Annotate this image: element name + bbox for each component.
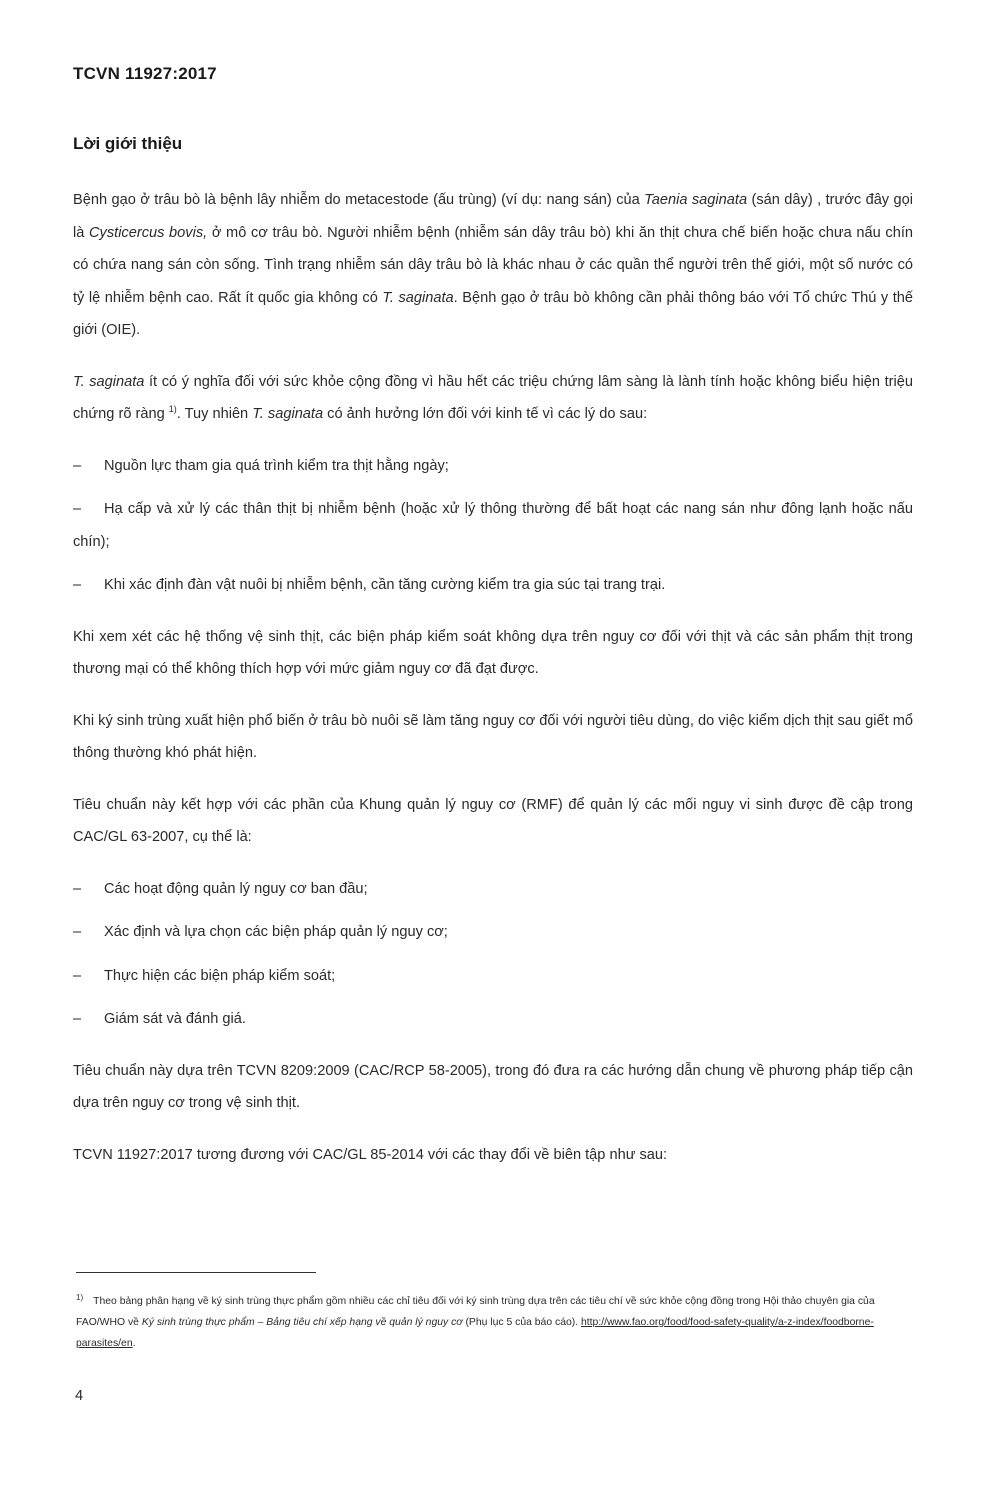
- list-item: – Các hoạt động quản lý nguy cơ ban đầu;: [73, 873, 913, 906]
- dash-bullet: –: [73, 967, 82, 984]
- species-name: Taenia saginata: [644, 192, 748, 208]
- section-title: Lời giới thiệu: [73, 134, 183, 153]
- species-name: T. saginata: [252, 406, 324, 422]
- paragraph-1: Bệnh gạo ở trâu bò là bệnh lây nhiễm do metacestode (ấu trùng) (ví dụ: nang sán) của Taenia saginata (sán dây) , trước đây gọi là Cysticercus bovis, ở mô cơ trâu bò. Người nhiễm bệnh (nhiễm sán dây trâu bò) khi ăn thịt chưa chế biến hoặc chưa nấu chín có chứa nang sán còn sống. Tình trạng nhiễm sán dây trâu bò là khác nhau ở các quần thể người trên thế giới, một số nước có tỷ lệ nhiễm bệnh cao. Rất ít quốc gia không có T. saginata. Bệnh gạo ở trâu bò không cần phải thông báo với Tổ chức Thú y thế giới (OIE).: [73, 192, 914, 338]
- dash-bullet: –: [73, 924, 82, 940]
- paragraph-2: T. saginata ít có ý nghĩa đối với sức khỏe cộng đồng vì hầu hết các triệu chứng lâm sàng là lành tính hoặc không biểu hiện triệu chứng rõ ràng $^{1)}$. Tuy nhiên T. saginata có ảnh hưởng lớn đối với kinh tế vì các lý do sau:: [73, 373, 913, 422]
- paragraph-6: Tiêu chuẩn này dựa trên TCVN 8209:2009 (CAC/RCP 58-2005), trong đó đưa ra các hướng dẫn chung về phương pháp tiếp cận dựa trên nguy cơ trong vệ sinh thịt.: [73, 1062, 913, 1111]
- footnote-reference: 1): [168, 404, 177, 415]
- species-name: Cysticercus bovis,: [89, 224, 208, 241]
- dash-bullet: –: [73, 577, 82, 593]
- body-text: [73, 184, 913, 1190]
- species-name: T. saginata: [73, 373, 145, 390]
- list-item: – Thực hiện các biện pháp kiểm soát;: [73, 960, 913, 993]
- dash-bullet: –: [73, 1011, 82, 1027]
- footnote-mark: 1): [76, 1292, 84, 1302]
- list-item: – Giám sát và đánh giá.: [73, 1003, 913, 1036]
- page-number: 4: [75, 1388, 84, 1404]
- paragraph-4: Khi ký sinh trùng xuất hiện phổ biến ở trâu bò nuôi sẽ làm tăng nguy cơ đối với người tiêu dùng, do việc kiểm dịch thịt sau giết mổ thông thường khó phát hiện.: [73, 712, 913, 761]
- paragraph-5: Tiêu chuẩn này kết hợp với các phần của Khung quản lý nguy cơ (RMF) để quản lý các mối nguy vi sinh được đề cập trong CAC/GL 63-2007, cụ thể là:: [73, 796, 913, 845]
- list-item: – Nguồn lực tham gia quá trình kiểm tra thịt hằng ngày;: [73, 450, 913, 483]
- footnote-separator: [76, 1272, 316, 1273]
- species-name: T. saginata: [382, 289, 454, 306]
- dash-bullet: –: [73, 501, 82, 517]
- footnote-link[interactable]: http://www.fao.org/food/food-safety-quality/a-z-index/foodborne-parasites/en: [76, 1317, 874, 1349]
- list-item: – Khi xác định đàn vật nuôi bị nhiễm bệnh, cần tăng cường kiểm tra gia súc tại trang trại.: [73, 569, 913, 602]
- document-code: TCVN 11927:2017: [73, 64, 217, 83]
- paragraph-3: Khi xem xét các hệ thống vệ sinh thịt, các biện pháp kiểm soát không dựa trên nguy cơ đối với thịt và các sản phẩm thịt trong thương mại có thể không thích hợp với mức giảm nguy cơ đã đạt được.: [73, 628, 913, 677]
- list-item: – Hạ cấp và xử lý các thân thịt bị nhiễm bệnh (hoặc xử lý thông thường để bất hoạt các nang sán như đông lạnh hoặc nấu chín);: [73, 493, 913, 558]
- list-item: – Xác định và lựa chọn các biện pháp quản lý nguy cơ;: [73, 916, 913, 949]
- paragraph-7: TCVN 11927:2017 tương đương với CAC/GL 85-2014 với các thay đổi về biên tập như sau:: [73, 1146, 668, 1163]
- dash-bullet: –: [73, 457, 82, 474]
- footnote: $^{1)}$ Theo bảng phân hạng về ký sinh trùng thực phẩm gồm nhiều các chỉ tiêu đối với ký sinh trùng dựa trên các tiêu chí về sức khỏe cộng đồng trong Hội thảo chuyên gia của FAO/WHO về Ký sinh trùng thực phẩm – Bảng tiêu chí xếp hạng về quản lý nguy cơ (Phụ lục 5 của báo cáo). http://www.fao.org/food/food-safety-quality/a-z-index/foodborne-parasites/en.: [76, 1292, 875, 1349]
- dash-bullet: –: [73, 880, 82, 897]
